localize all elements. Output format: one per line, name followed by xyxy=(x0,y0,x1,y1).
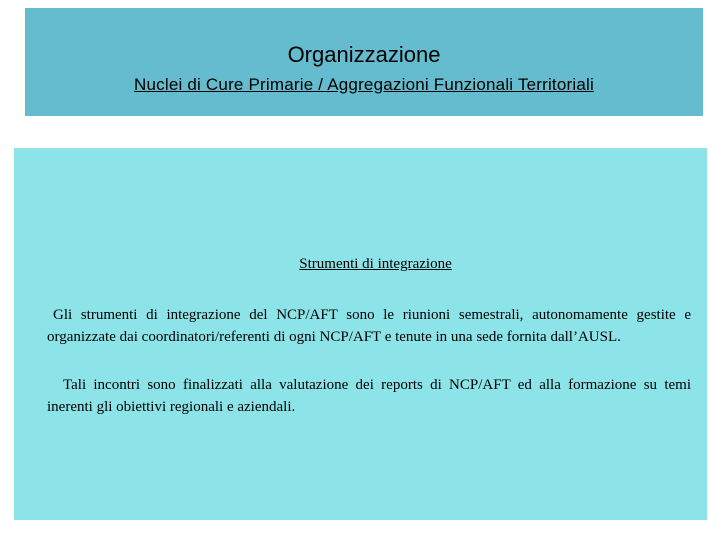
content-panel xyxy=(14,148,707,520)
paragraph-strumenti: Gli strumenti di integrazione del NCP/AFT sono le riunioni semestrali, autonomamente gestite e organizzate dai coordinatori/referenti di ogni NCP/AFT e tenute in una sede fornita dall’AUSL. xyxy=(47,307,691,345)
paragraph-incontri: Tali incontri sono finalizzati alla valutazione dei reports di NCP/AFT ed alla formazione su temi inerenti gli obiettivi regionali e aziendali. xyxy=(47,377,691,415)
slide-subtitle: Nuclei di Cure Primarie / Aggregazioni Funzionali Territoriali xyxy=(134,75,594,94)
section-heading: Strumenti di integrazione xyxy=(299,256,452,272)
title-banner xyxy=(25,8,703,116)
slide-title: Organizzazione xyxy=(287,42,441,67)
